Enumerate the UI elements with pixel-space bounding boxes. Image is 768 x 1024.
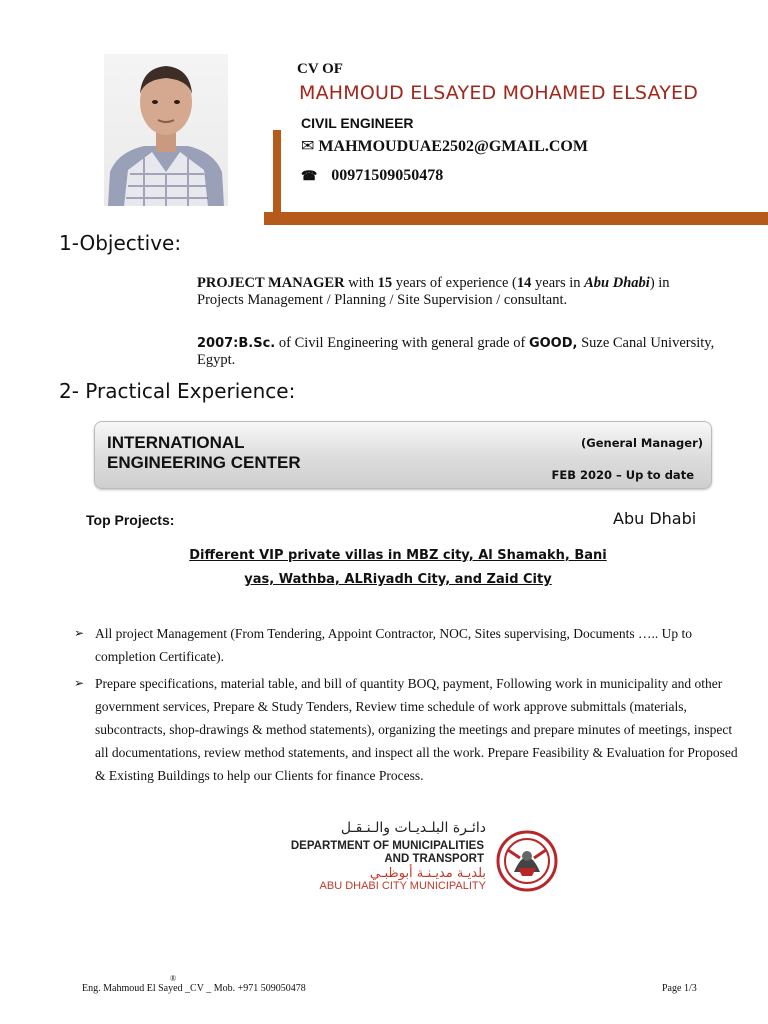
job-role: (General Manager) <box>581 436 703 450</box>
arrow-bullet-icon: ➢ <box>74 676 85 690</box>
phone-line <box>301 167 443 185</box>
top-projects-label: Top Projects: <box>86 512 175 528</box>
responsibilities-list <box>74 622 738 791</box>
years-highlight: 15 <box>377 275 393 291</box>
objective-text-part: years of experience ( <box>392 275 517 291</box>
company-name-line: INTERNATIONAL <box>107 433 245 452</box>
email-line <box>301 136 588 156</box>
company-name-line: ENGINEERING CENTER <box>107 453 301 472</box>
role-highlight: PROJECT MANAGER <box>197 275 345 291</box>
list-item <box>74 672 738 787</box>
objective-text <box>197 275 717 309</box>
logo-english-text: DEPARTMENT OF MUNICIPALITIES <box>290 840 484 852</box>
project-summary-line: yas, Wathba, ALRiyadh City, and Zaid City <box>244 572 552 587</box>
municipality-logo <box>262 820 562 900</box>
accent-bar-vertical <box>273 130 281 218</box>
project-summary-line: Different VIP private villas in MBZ city, Al Shamakh, Bani <box>189 548 607 563</box>
logo-english-line <box>264 840 484 866</box>
job-title: CIVIL ENGINEER <box>301 115 414 131</box>
objective-heading: 1-Objective: <box>59 231 182 255</box>
company-name <box>107 433 301 473</box>
logo-arabic-red-line: بلديـة مديـنـة أبوظبـي <box>369 866 486 881</box>
page-number: Page 1/3 <box>662 983 697 994</box>
logo-city-municipality: ABU DHABI CITY MUNICIPALITY <box>319 880 486 892</box>
footer-text: Eng. Mahmoud El Sayed _CV _ Mob. +971 509050478 <box>82 983 306 994</box>
list-item <box>74 622 738 668</box>
logo-arabic-line: دائـرة البلـديـات والـنـقـل <box>340 820 486 836</box>
city-highlight: Abu Dhabi <box>584 275 650 291</box>
education-text-part: of Civil Engineering with general grade of <box>275 335 529 351</box>
registered-mark: ® <box>170 974 177 983</box>
cv-of-label: CV OF <box>297 61 343 77</box>
company-box <box>94 421 712 489</box>
list-item-text: All project Management (From Tendering, Appoint Contractor, NOC, Sites supervising, Documents ….. Up to completion Certificate). <box>95 626 693 664</box>
education-text <box>197 335 717 369</box>
list-item-text: Prepare specifications, material table, and bill of quantity BOQ, payment, Following work in municipality and other government services, Prepare & Study Tenders, Review time schedule of work approve submittals (materials, subcontracts, shop-drawings & method statements), organizing the meetings and prepare minutes of meetings, inspect all documentations, review method statements, and inspect all the work. Prepare Feasibility & Evaluation for Proposed & Existing Buildings to help our Clients for finance Process. <box>95 676 738 783</box>
project-location: Abu Dhabi <box>613 509 697 528</box>
years-abu-dhabi-highlight: 14 <box>516 275 532 291</box>
phone-number: 00971509050478 <box>331 167 444 184</box>
grade-highlight: GOOD, <box>528 336 578 351</box>
education-label: 2007:B.Sc. <box>197 336 276 351</box>
logo-english-text: AND TRANSPORT <box>384 853 484 865</box>
candidate-name: MAHMOUD ELSAYED MOHAMED ELSAYED <box>299 82 699 104</box>
project-summary <box>150 544 646 592</box>
objective-text-part: with <box>344 275 378 291</box>
job-period: FEB 2020 – Up to date <box>551 468 694 482</box>
accent-bar-horizontal <box>264 212 768 225</box>
emblem-icon <box>496 828 558 894</box>
profile-photo <box>104 54 228 206</box>
experience-heading: 2- Practical Experience: <box>59 379 296 403</box>
objective-text-part: ) in Projects Management / Planning / Site Supervision / consultant. <box>197 275 670 308</box>
email-address[interactable]: MAHMOUDUAE2502@GMAIL.COM <box>318 138 588 155</box>
objective-text-part: years in <box>531 275 585 291</box>
telephone-icon: ☎ <box>301 168 318 183</box>
envelope-icon: ✉ <box>301 138 315 155</box>
arrow-bullet-icon: ➢ <box>74 626 85 640</box>
education-text-part: Suze Canal University, Egypt. <box>197 335 715 368</box>
person-portrait-icon <box>104 54 228 206</box>
